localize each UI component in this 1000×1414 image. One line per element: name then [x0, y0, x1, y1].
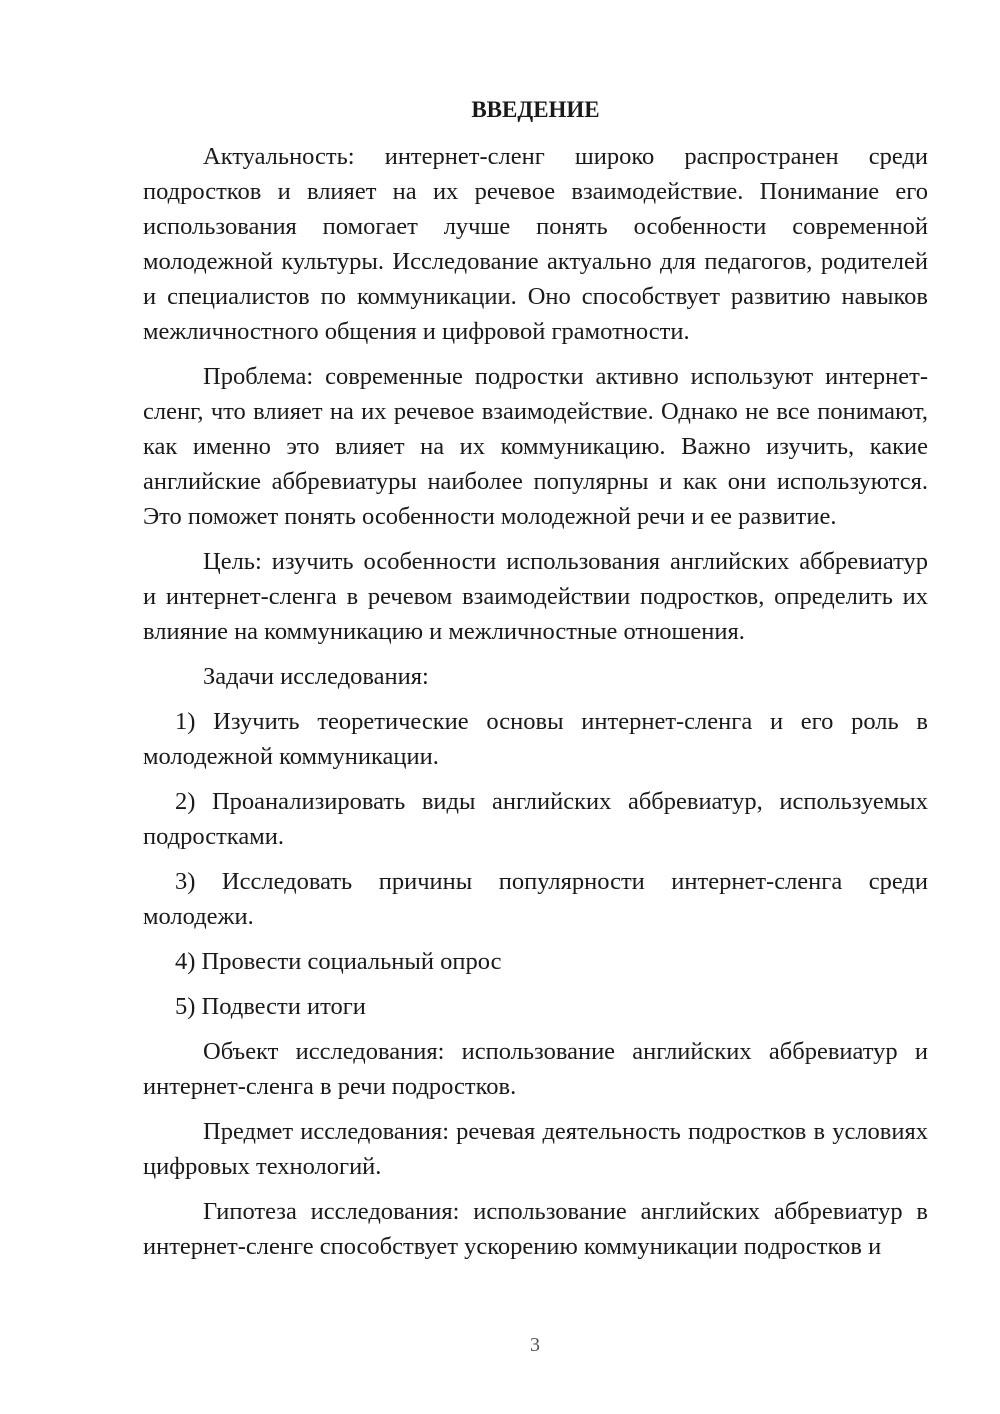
task-item-1: 1) Изучить теоретические основы интернет-сленга и его роль в молодежной коммуникации. [143, 708, 928, 770]
hypothesis-paragraph: Гипотеза исследования: использование английских аббревиатур в интернет-сленге способствует ускорению коммуникации подростков и [143, 1198, 928, 1260]
page-number: 3 [530, 1334, 540, 1356]
task-item-2: 2) Проанализировать виды английских аббревиатур, используемых подростками. [143, 788, 928, 850]
task-item-5: 5) Подвести итоги [175, 993, 366, 1020]
object-paragraph: Объект исследования: использование английских аббревиатур и интернет-сленга в речи подростков. [143, 1038, 928, 1100]
relevance-paragraph: Актуальность: интернет-сленг широко распространен среди подростков и влияет на их речевое взаимодействие. Понимание его использования помогает лучше понять особенности современной молодежной культуры. Исследование актуально для педагогов, родителей и специалистов по коммуникации. Оно способствует развитию навыков межличностного общения и цифровой грамотности. [143, 143, 928, 345]
task-item-4: 4) Провести социальный опрос [175, 948, 502, 975]
page-title: ВВЕДЕНИЕ [471, 97, 600, 122]
page-content [143, 90, 928, 1264]
goal-paragraph: Цель: изучить особенности использования английских аббревиатур и интернет-сленга в речевом взаимодействии подростков, определить их влияние на коммуникацию и межличностные отношения. [143, 548, 928, 645]
subject-paragraph: Предмет исследования: речевая деятельность подростков в условиях цифровых технологий. [143, 1118, 928, 1180]
problem-paragraph: Проблема: современные подростки активно используют интернет-сленг, что влияет на их речевое взаимодействие. Однако не все понимают, как именно это влияет на их коммуникацию. Важно изучить, какие английские аббревиатуры наиболее популярны и как они используются. Это поможет понять особенности молодежной речи и ее развитие. [143, 363, 928, 530]
tasks-heading: Задачи исследования: [203, 663, 429, 690]
task-item-3: 3) Исследовать причины популярности интернет-сленга среди молодежи. [143, 868, 928, 930]
